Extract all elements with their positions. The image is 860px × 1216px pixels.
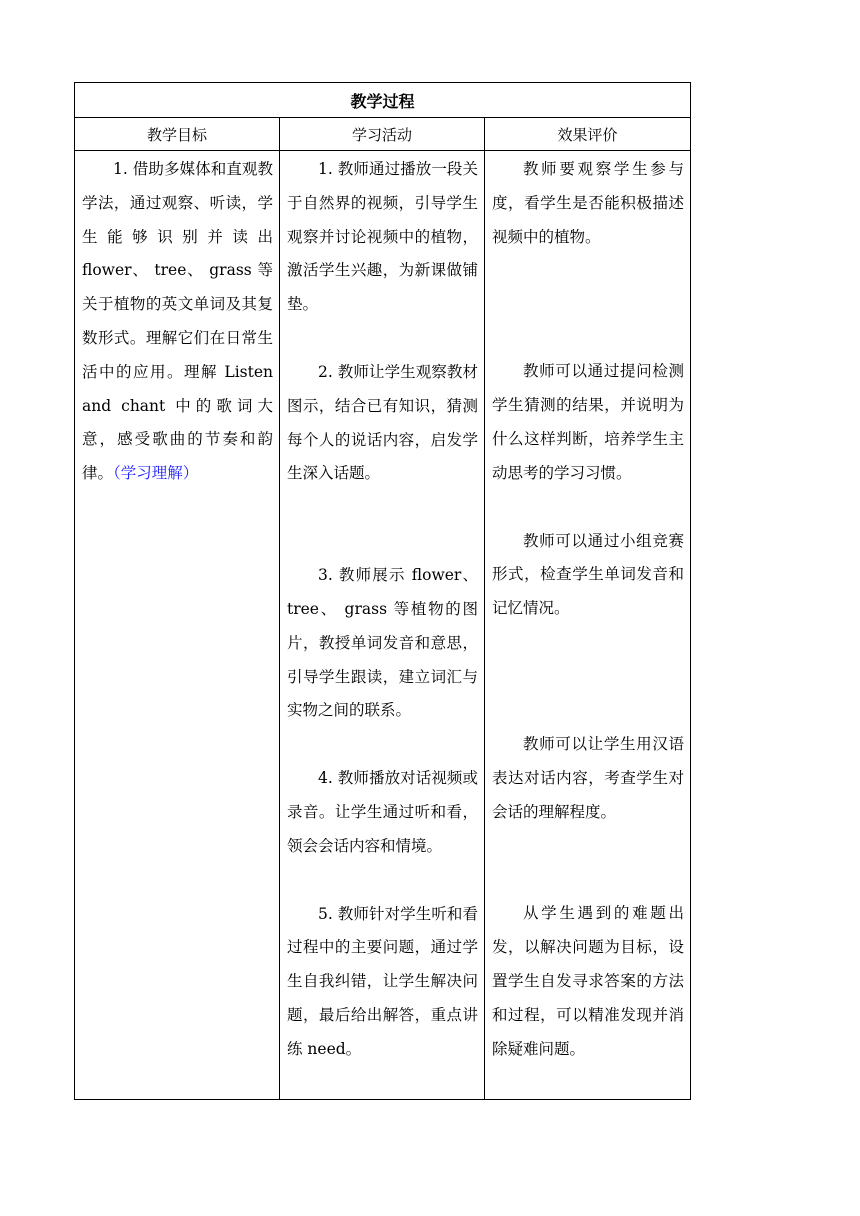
content-row: [75, 151, 691, 1100]
evaluation-4: 教师可以让学生用汉语表达对话内容，考查学生对会话的理解程度。: [492, 734, 684, 821]
activity-5: 5. 教师针对学生听和看过程中的主要问题，通过学生自我纠错，让学生解决问题，最后给出解答，重点讲练 need。: [287, 904, 478, 1058]
teaching-process-table: [74, 82, 691, 1100]
teaching-process-document: [74, 82, 690, 1100]
title-row: [75, 83, 691, 118]
activity-2: 2. 教师让学生观察教材图示，结合已有知识，猜测每个人的说话内容，启发学生深入话题。: [287, 362, 478, 483]
activity-4: 4. 教师播放对话视频或录音。让学生通过听和看，领会会话内容和情境。: [287, 769, 478, 855]
objective-text: 1. 借助多媒体和直观教学法，通过观察、听读，学生能够识别并读出 flower、 tree、 grass 等关于植物的英文单词及其复数形式。理解它们在日常生活中的应用。理解 Listen and chant 中的歌词大意，感受歌曲的节奏和韵律。: [82, 160, 273, 483]
evaluation-5: 从学生遇到的难题出发，以解决问题为目标，设置学生自发寻求答案的方法和过程，可以精准发现并消除疑难问题。: [492, 904, 684, 1058]
objective-cell: [75, 151, 280, 1100]
header-evaluation: 效果评价: [485, 118, 691, 151]
header-row: [75, 118, 691, 151]
table-title: 教学过程: [75, 83, 691, 118]
evaluation-cell: [485, 151, 691, 1100]
activities-cell: [280, 151, 485, 1100]
evaluation-3: 教师可以通过小组竞赛形式，检查学生单词发音和记忆情况。: [492, 531, 684, 618]
objective-paragraph: [82, 153, 273, 491]
activity-1: 1. 教师通过播放一段关于自然界的视频，引导学生观察并讨论视频中的植物，激活学生兴趣，为新课做铺垫。: [287, 160, 478, 314]
header-activities: 学习活动: [280, 118, 485, 151]
evaluation-1: 教师要观察学生参与度，看学生是否能积极描述视频中的植物。: [492, 160, 684, 246]
objective-tag: （学习理解）: [113, 464, 199, 483]
evaluation-2: 教师可以通过提问检测学生猜测的结果，并说明为什么这样判断，培养学生主动思考的学习习惯。: [492, 362, 684, 482]
activity-3: 3. 教师展示 flower、tree、 grass 等植物的图片，教授单词发音和意思，引导学生跟读，建立词汇与实物之间的联系。: [287, 566, 478, 720]
header-objective: 教学目标: [75, 118, 280, 151]
